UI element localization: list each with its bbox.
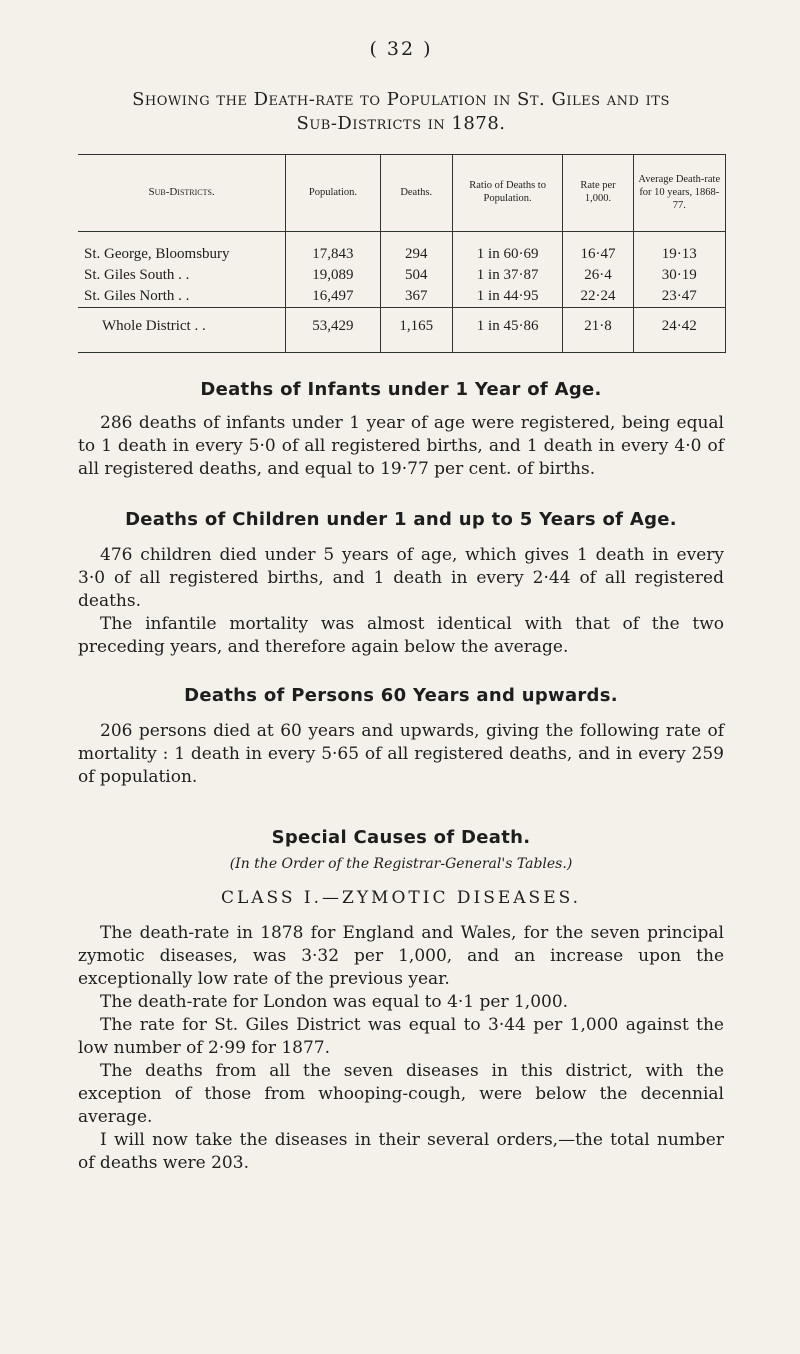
- row-name: St. George, Bloomsbury: [84, 246, 230, 262]
- total-rate: 21·8: [563, 308, 633, 345]
- table-title-line1: Showing the Death-rate to Population in St. Giles and its: [132, 89, 670, 110]
- total-name: Whole District . .: [78, 308, 286, 345]
- row-ratio: 1 in 37·87: [452, 265, 563, 286]
- row-name: St. Giles South . .: [84, 267, 190, 283]
- row-ratio: 1 in 60·69: [452, 244, 563, 265]
- column-header-rate: Rate per 1,000.: [563, 155, 633, 232]
- page-number: ( 32 ): [369, 38, 433, 60]
- row-rate: 16·47: [563, 244, 633, 265]
- row-rate: 26·4: [563, 265, 633, 286]
- row-deaths: 294: [380, 244, 452, 265]
- class-paragraph-3: The rate for St. Giles District was equal to 3·44 per 1,000 against the low number of 2·99 for 1877.: [78, 1015, 724, 1058]
- class-paragraph-2: The death-rate for London was equal to 4·1 per 1,000.: [100, 992, 569, 1012]
- class-heading: CLASS I.—ZYMOTIC DISEASES.: [220, 888, 582, 908]
- column-header-sub-districts: Sub-Districts.: [78, 155, 286, 232]
- row-average: 19·13: [633, 244, 725, 265]
- table-row: [78, 265, 726, 286]
- children-heading: Deaths of Children under 1 and up to 5 Years of Age.: [125, 509, 677, 530]
- children-paragraph-2: The infantile mortality was almost identical with that of the two preceding years, and therefore again below the average.: [78, 614, 724, 657]
- row-average: 23·47: [633, 286, 725, 308]
- column-header-population: Population.: [286, 155, 380, 232]
- total-population: 53,429: [286, 308, 380, 345]
- elderly-heading: Deaths of Persons 60 Years and upwards.: [184, 685, 618, 706]
- row-deaths: 504: [380, 265, 452, 286]
- table-total-row: [78, 308, 726, 345]
- total-deaths: 1,165: [380, 308, 452, 345]
- row-population: 16,497: [286, 286, 380, 308]
- infants-heading: Deaths of Infants under 1 Year of Age.: [200, 379, 602, 400]
- table-header-row: [78, 155, 726, 232]
- special-causes-subtitle: (In the Order of the Registrar-General's Tables.): [229, 856, 573, 872]
- elderly-paragraph: 206 persons died at 60 years and upwards, giving the following rate of mortality : 1 death in every 5·65 of all registered deaths, and in every 259 of population.: [78, 721, 724, 787]
- total-average: 24·42: [633, 308, 725, 345]
- row-average: 30·19: [633, 265, 725, 286]
- row-rate: 22·24: [563, 286, 633, 308]
- table-title-line2: Sub-Districts in 1878.: [296, 113, 506, 134]
- table-row: [78, 286, 726, 308]
- row-ratio: 1 in 44·95: [452, 286, 563, 308]
- document-page: [78, 0, 724, 1175]
- column-header-ratio: Ratio of Deaths to Population.: [452, 155, 563, 232]
- column-header-deaths: Deaths.: [380, 155, 452, 232]
- row-name: St. Giles North . .: [84, 288, 190, 304]
- row-population: 19,089: [286, 265, 380, 286]
- children-paragraph-1: 476 children died under 5 years of age, which gives 1 death in every 3·0 of all registered births, and 1 death in every 2·44 of all registered deaths.: [78, 545, 724, 611]
- class-paragraph-1: The death-rate in 1878 for England and Wales, for the seven principal zymotic diseases, was 3·32 per 1,000, and an increase upon the exceptionally low rate of the previous year.: [78, 923, 724, 989]
- class-paragraph-4: The deaths from all the seven diseases in this district, with the exception of those from whooping-cough, were below the decennial average.: [78, 1061, 724, 1127]
- death-rate-table: [78, 154, 726, 353]
- special-causes-heading: Special Causes of Death.: [271, 827, 531, 848]
- class-paragraph-5: I will now take the diseases in their several orders,—the total number of deaths were 203.: [78, 1130, 724, 1173]
- infants-paragraph: 286 deaths of infants under 1 year of age were registered, being equal to 1 death in every 5·0 of all registered births, and 1 death in every 4·0 of all registered deaths, and equal to 19·77 per cent. of births.: [78, 413, 724, 479]
- table-title: [78, 88, 724, 136]
- row-population: 17,843: [286, 244, 380, 265]
- column-header-average: Average Death-rate for 10 years, 1868-77.: [633, 155, 725, 232]
- table-row: [78, 244, 726, 265]
- total-ratio: 1 in 45·86: [452, 308, 563, 345]
- row-deaths: 367: [380, 286, 452, 308]
